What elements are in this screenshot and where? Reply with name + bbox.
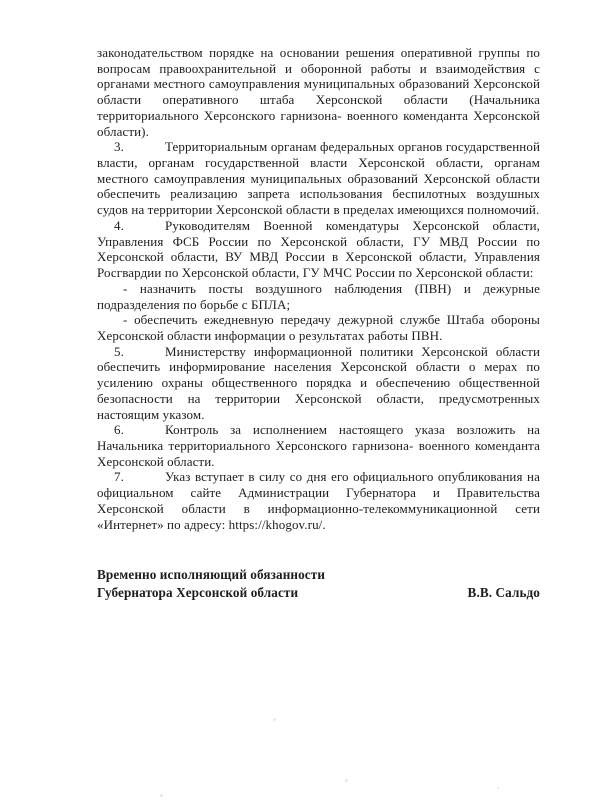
text-line: 5. Министерству информационной политики Херсонской области <box>97 344 540 360</box>
text-line: «Интернет» по адресу: https://khogov.ru/. <box>97 516 326 532</box>
text-line: территориального Херсонского гарнизона- военного коменданта Херсонской <box>97 107 540 123</box>
signatory-title-line-2: Губернатора Херсонской области <box>97 584 299 600</box>
paragraph <box>97 469 540 532</box>
paragraph-number: 5. <box>114 343 124 359</box>
text-line: Начальника территориального Херсонского гарнизона- военного коменданта <box>97 437 540 453</box>
paragraph <box>97 312 540 343</box>
text-line: власти, органам государственной власти Херсонской области, органам <box>97 155 540 171</box>
text-line: подразделения по борьбе с БПЛА; <box>97 296 291 312</box>
text-line: области оперативного штаба Херсонской области (Начальника <box>97 92 540 108</box>
text-line: - назначить посты воздушного наблюдения (ПВН) и дежурные <box>123 280 540 296</box>
text-line: судов на территории Херсонской области в пределах имеющихся полномочий. <box>97 202 540 218</box>
text-line: области). <box>97 123 149 139</box>
text-line: законодательством порядке на основании решения оперативной группы по <box>97 45 540 60</box>
signatory-title-line-1: Временно исполняющий обязанности <box>97 567 326 582</box>
scan-speck <box>345 779 348 782</box>
text-line: официальном сайте Администрации Губернатора и Правительства <box>97 485 540 501</box>
text-line: обеспечить информирование населения Херсонской области о мерах по <box>97 359 540 375</box>
text-line: Херсонской области информации о результатах работы ПВН. <box>97 327 443 343</box>
paragraph-number: 4. <box>114 217 124 233</box>
text-line: 4. Руководителям Военной комендатуры Херсонской области, <box>97 218 540 234</box>
paragraph <box>97 281 540 312</box>
text-line: Управления ФСБ России по Херсонской области, ГУ МВД России по <box>97 233 540 249</box>
text-line: 3. Территориальным органам федеральных органов государственной <box>97 139 540 155</box>
paragraph <box>97 45 540 139</box>
paragraph-number: 7. <box>114 469 124 485</box>
signature-row <box>97 584 540 602</box>
text-line: настоящим указом. <box>97 406 205 422</box>
paragraph <box>97 218 540 281</box>
paragraph-number: 3. <box>114 139 124 155</box>
scan-speck <box>160 794 163 797</box>
text-line: местного самоуправления муниципальных образований Херсонской области <box>97 170 540 186</box>
text-line: Херсонской области, ВУ МВД России в Херсонской области, Управления <box>97 249 540 265</box>
text-line: органами местного самоуправления муниципальных образований Херсонской <box>97 76 540 92</box>
text-line: Росгвардии по Херсонской области, ГУ МЧС России по Херсонской области: <box>97 265 534 281</box>
signature-block <box>97 566 540 601</box>
signatory-name: В.В. Сальдо <box>467 584 540 600</box>
text-line: 7. Указ вступает в силу со дня его официального опубликования на <box>97 469 540 485</box>
scan-speck <box>497 787 499 789</box>
text-line: 6. Контроль за исполнением настоящего указа возложить на <box>97 422 540 438</box>
scan-speck <box>273 718 276 721</box>
text-line: усилению охраны общественного порядка и обеспечению общественной <box>97 375 540 391</box>
paragraph <box>97 139 540 218</box>
text-line: Херсонской области. <box>97 453 215 469</box>
paragraph-number: 6. <box>114 422 124 438</box>
text-line: безопасности на территории Херсонской области, предусмотренных <box>97 390 540 406</box>
document-body <box>97 45 540 532</box>
text-line: Херсонской области в информационно-телекоммуникационной сети <box>97 500 540 516</box>
paragraph <box>97 344 540 423</box>
paragraph <box>97 422 540 469</box>
text-line: - обеспечить ежедневную передачу дежурной службе Штаба обороны <box>123 312 540 328</box>
text-line: обеспечить реализацию запрета использования беспилотных воздушных <box>97 186 540 202</box>
text-line: вопросам правоохранительной и оборонной работы и взаимодействия с <box>97 60 540 76</box>
